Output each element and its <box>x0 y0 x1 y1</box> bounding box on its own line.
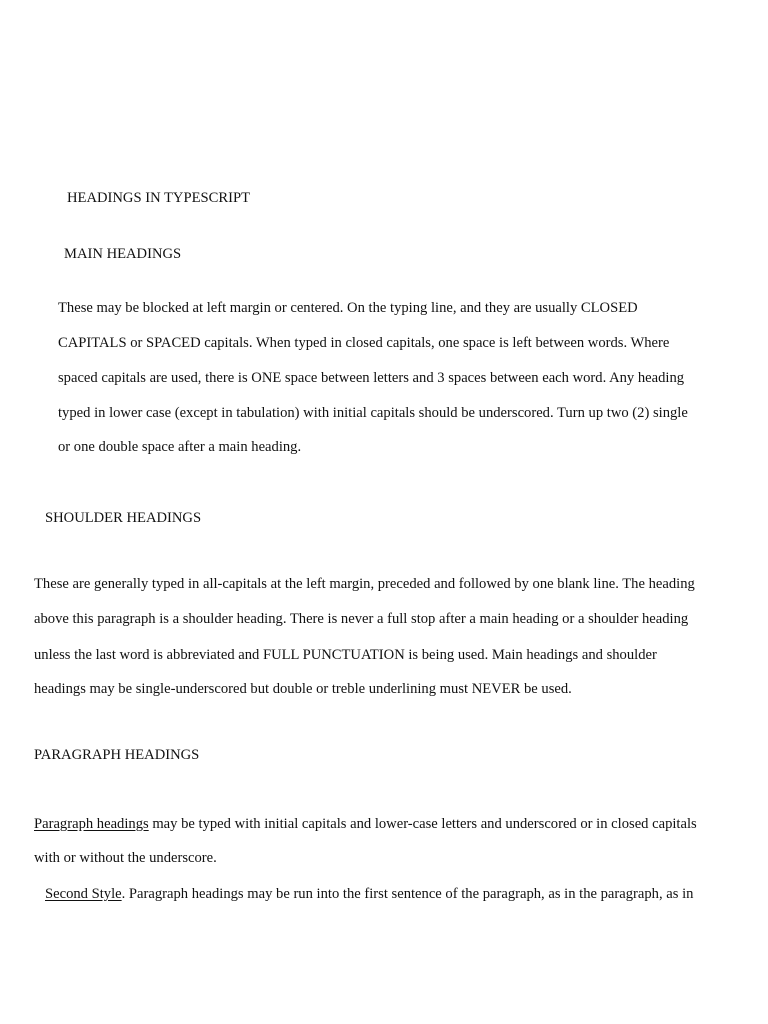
underlined-paragraph-heading: Paragraph headings <box>34 816 149 832</box>
paragraph-line: These are generally typed in all-capitals at the left margin, preceded and followed by one blank line. The heading <box>34 576 695 592</box>
paragraph-line <box>34 817 697 832</box>
paragraph-line: These may be blocked at left margin or centered. On the typing line, and they are usually CLOSED <box>58 300 638 316</box>
paragraph-line: unless the last word is abbreviated and FULL PUNCTUATION is being used. Main headings and shoulder <box>34 647 657 663</box>
paragraph-line <box>45 887 693 902</box>
paragraph-line: above this paragraph is a shoulder heading. There is never a full stop after a main heading or a shoulder heading <box>34 611 689 627</box>
paragraph-line: typed in lower case (except in tabulation) with initial capitals should be underscored. Turn up two (2) single <box>58 405 688 421</box>
paragraph-line: headings may be single-underscored but double or treble underlining must NEVER be used. <box>34 681 572 697</box>
paragraph-text: may be typed with initial capitals and lower-case letters and underscored or in closed capitals <box>148 816 697 832</box>
underlined-second-style: Second Style <box>45 886 122 902</box>
paragraph-line: CAPITALS or SPACED capitals. When typed in closed capitals, one space is left between words. Where <box>58 335 670 351</box>
paragraph-line: spaced capitals are used, there is ONE space between letters and 3 spaces between each word. Any heading <box>58 370 685 386</box>
main-headings-heading: MAIN HEADINGS <box>64 246 182 262</box>
shoulder-headings-heading: SHOULDER HEADINGS <box>45 510 202 526</box>
paragraph-text: . Paragraph headings may be run into the first sentence of the paragraph, as in the paragraph, as in <box>121 886 694 902</box>
paragraph-headings-heading: PARAGRAPH HEADINGS <box>34 747 200 763</box>
paragraph-line: or one double space after a main heading. <box>58 439 302 455</box>
paragraph-line: with or without the underscore. <box>34 850 217 866</box>
document-title: HEADINGS IN TYPESCRIPT <box>67 190 250 206</box>
